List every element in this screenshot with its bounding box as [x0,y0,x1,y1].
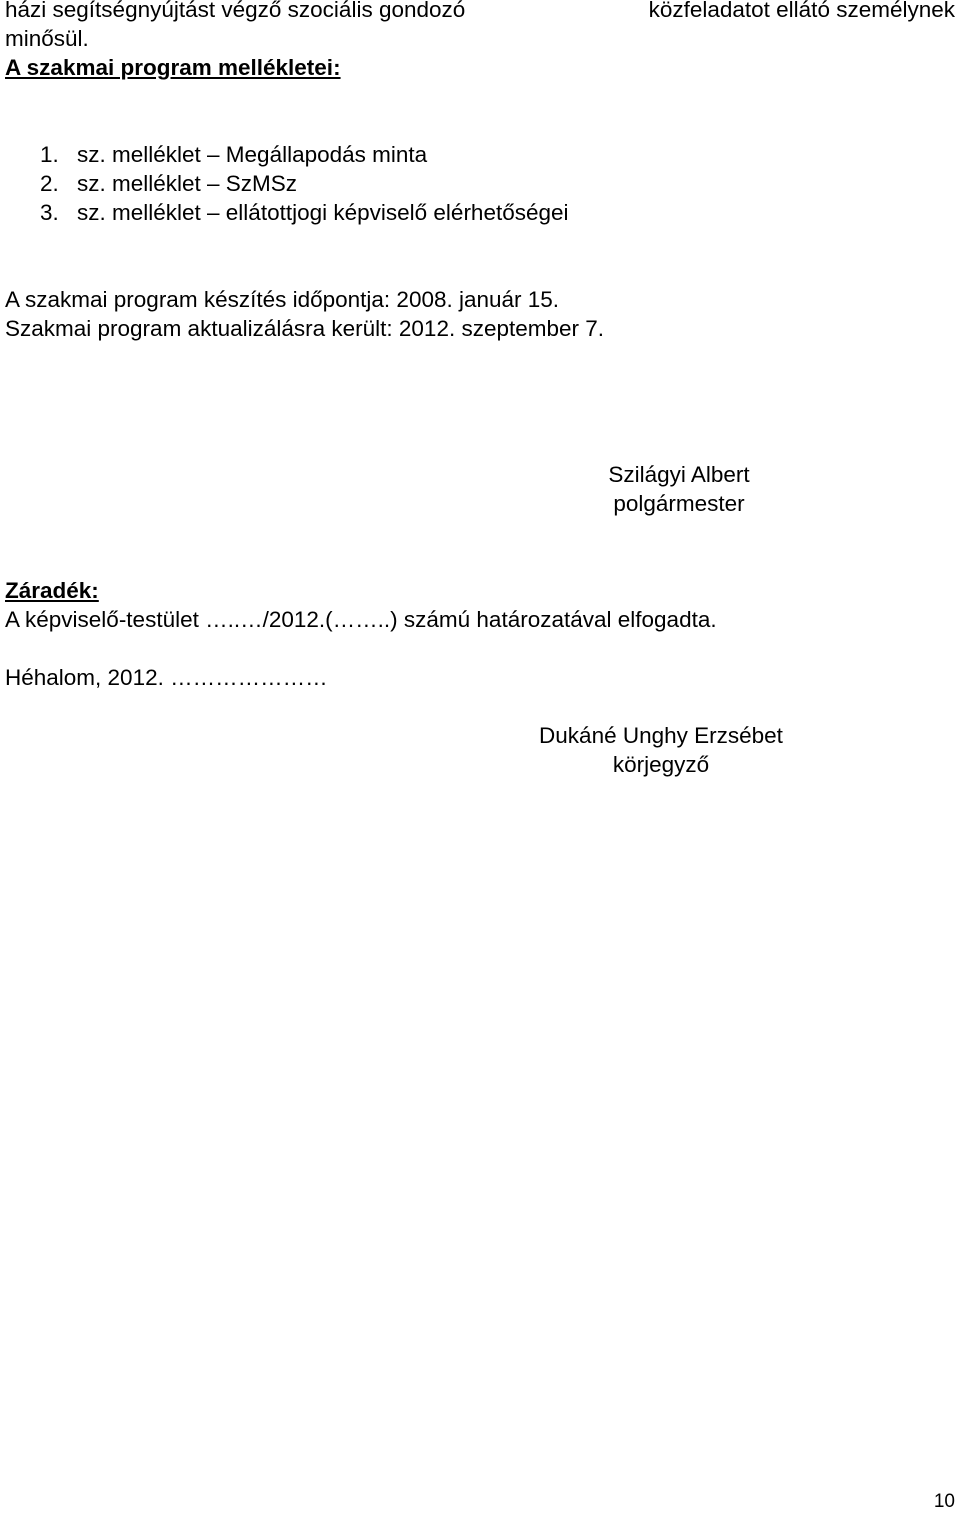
annex-number: 2. [40,171,59,196]
annex-list [40,140,569,227]
updated-date: Szakmai program aktualizálásra került: 2012. szeptember 7. [5,316,605,341]
clause-text: A képviselő-testület …..…/2012.(……..) számú határozatával elfogadta. [5,607,717,632]
annex-text: sz. melléklet – ellátottjogi képviselő elérhetőségei [77,200,569,225]
mayor-signature [579,460,779,518]
notary-signature [511,721,811,779]
list-item [40,169,569,198]
place-date: Héhalom, 2012. ………………… [5,665,328,690]
intro-paragraph [5,0,955,82]
notary-title: körjegyző [612,752,710,777]
annex-number: 3. [40,200,59,225]
clause-heading: Záradék: [5,578,99,603]
created-date: A szakmai program készítés időpontja: 2008. január 15. [5,287,560,312]
annex-number: 1. [40,142,59,167]
list-item [40,198,569,227]
mayor-title: polgármester [613,491,745,516]
annex-heading: A szakmai program mellékletei: [5,55,341,80]
list-item [40,140,569,169]
mayor-name: Szilágyi Albert [608,462,750,487]
intro-line-2: minősül. [5,26,89,51]
annex-text: sz. melléklet – Megállapodás minta [77,142,428,167]
intro-line-1-right: közfeladatot ellátó személynek [648,0,955,22]
annex-text: sz. melléklet – SzMSz [77,171,298,196]
intro-line-1-left: házi segítségnyújtást végző szociális gondozó [5,0,466,22]
intro-line-1 [5,0,955,24]
page-number: 10 [933,1491,955,1512]
notary-name: Dukáné Unghy Erzsébet [539,723,783,748]
